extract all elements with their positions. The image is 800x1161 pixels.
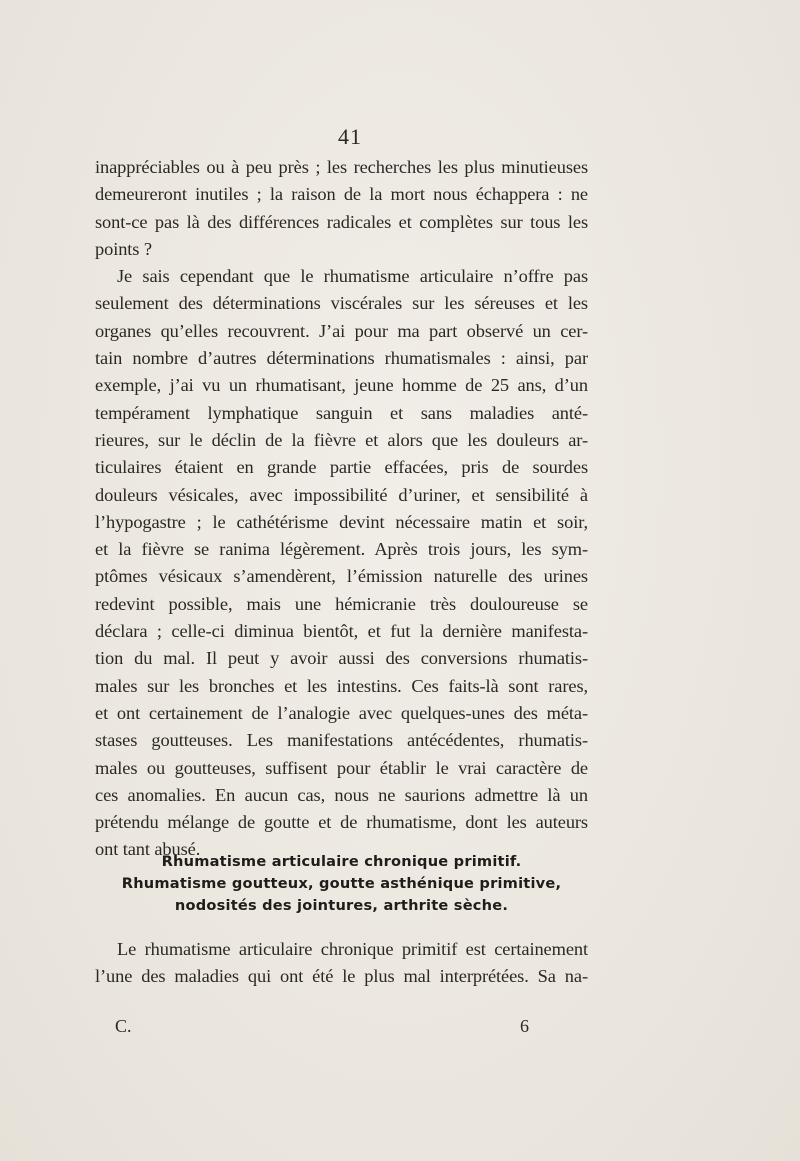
text-line: et la fièvre se ranima légèrement. Après trois jours, les sym-	[95, 539, 588, 560]
sheet-number: 6	[520, 1016, 529, 1036]
text-line: males sur les bronches et les intestins. Ces faits-là sont rares,	[95, 675, 588, 696]
text-line: tion du mal. Il peut y avoir aussi des conversions rhumatis-	[95, 648, 588, 669]
text-line: seulement des déterminations viscérales sur les séreuses et les	[95, 293, 588, 314]
text-line: Je sais cependant que le rhumatisme articulaire n’offre pas	[117, 266, 588, 287]
text-line: ont tant abusé.	[95, 839, 201, 860]
text-line: organes qu’elles recouvrent. J’ai pour ma part observé un cer-	[95, 320, 588, 341]
text-line: déclara ; celle-ci diminua bientôt, et fut la dernière manifesta-	[95, 621, 588, 642]
text-line: Le rhumatisme articulaire chronique primitif est certainement	[117, 939, 588, 959]
heading-line: Rhumatisme goutteux, goutte asthénique primitive,	[121, 875, 562, 892]
text-line: inappréciables ou à peu près ; les recherches les plus minutieuses	[95, 157, 588, 177]
text-line: points ?	[95, 238, 152, 259]
text-line: prétendu mélange de goutte et de rhumatisme, dont les auteurs	[95, 812, 588, 833]
text-line: redevint possible, mais une hémicranie très douloureuse se	[95, 593, 588, 614]
text-line: ptômes vésicaux s’amendèrent, l’émission naturelle des urines	[95, 566, 588, 587]
text-line: ces anomalies. En aucun cas, nous ne saurions admettre là un	[95, 784, 588, 805]
text-line: exemple, j’ai vu un rhumatisant, jeune homme de 25 ans, d’un	[95, 375, 588, 396]
text-line: et ont certainement de l’analogie avec quelques-unes des méta-	[95, 702, 588, 723]
text-line: sont-ce pas là des différences radicales et complètes sur tous les	[95, 211, 588, 232]
text-line: males ou goutteuses, suffisent pour établir le vrai caractère de	[95, 757, 588, 778]
signature-mark: C.	[115, 1016, 132, 1036]
text-line: tempérament lymphatique sanguin et sans maladies anté-	[95, 402, 588, 423]
text-line: l’une des maladies qui ont été le plus mal interprétées. Sa na-	[95, 966, 588, 987]
section-heading	[95, 851, 588, 917]
text-line: l’hypogastre ; le cathétérisme devint nécessaire matin et soir,	[95, 511, 588, 532]
text-line: stases goutteuses. Les manifestations antécédentes, rhumatis-	[95, 730, 588, 751]
text-line: demeureront inutiles ; la raison de la mort nous échappera : ne	[95, 184, 588, 205]
text-line: tain nombre d’autres déterminations rhumatismales : ainsi, par	[95, 348, 588, 369]
heading-line: nodosités des jointures, arthrite sèche.	[174, 897, 509, 914]
text-line: rieures, sur le déclin de la fièvre et alors que les douleurs ar-	[95, 429, 588, 450]
body-text-lower	[95, 936, 588, 991]
page-number: 41	[338, 124, 362, 149]
body-text-upper	[95, 154, 588, 864]
heading-line: Rhumatisme articulaire chronique primitif.	[161, 853, 522, 870]
text-line: ticulaires étaient en grande partie effacées, pris de sourdes	[95, 457, 588, 478]
text-line: douleurs vésicales, avec impossibilité d’uriner, et sensibilité à	[95, 484, 588, 505]
